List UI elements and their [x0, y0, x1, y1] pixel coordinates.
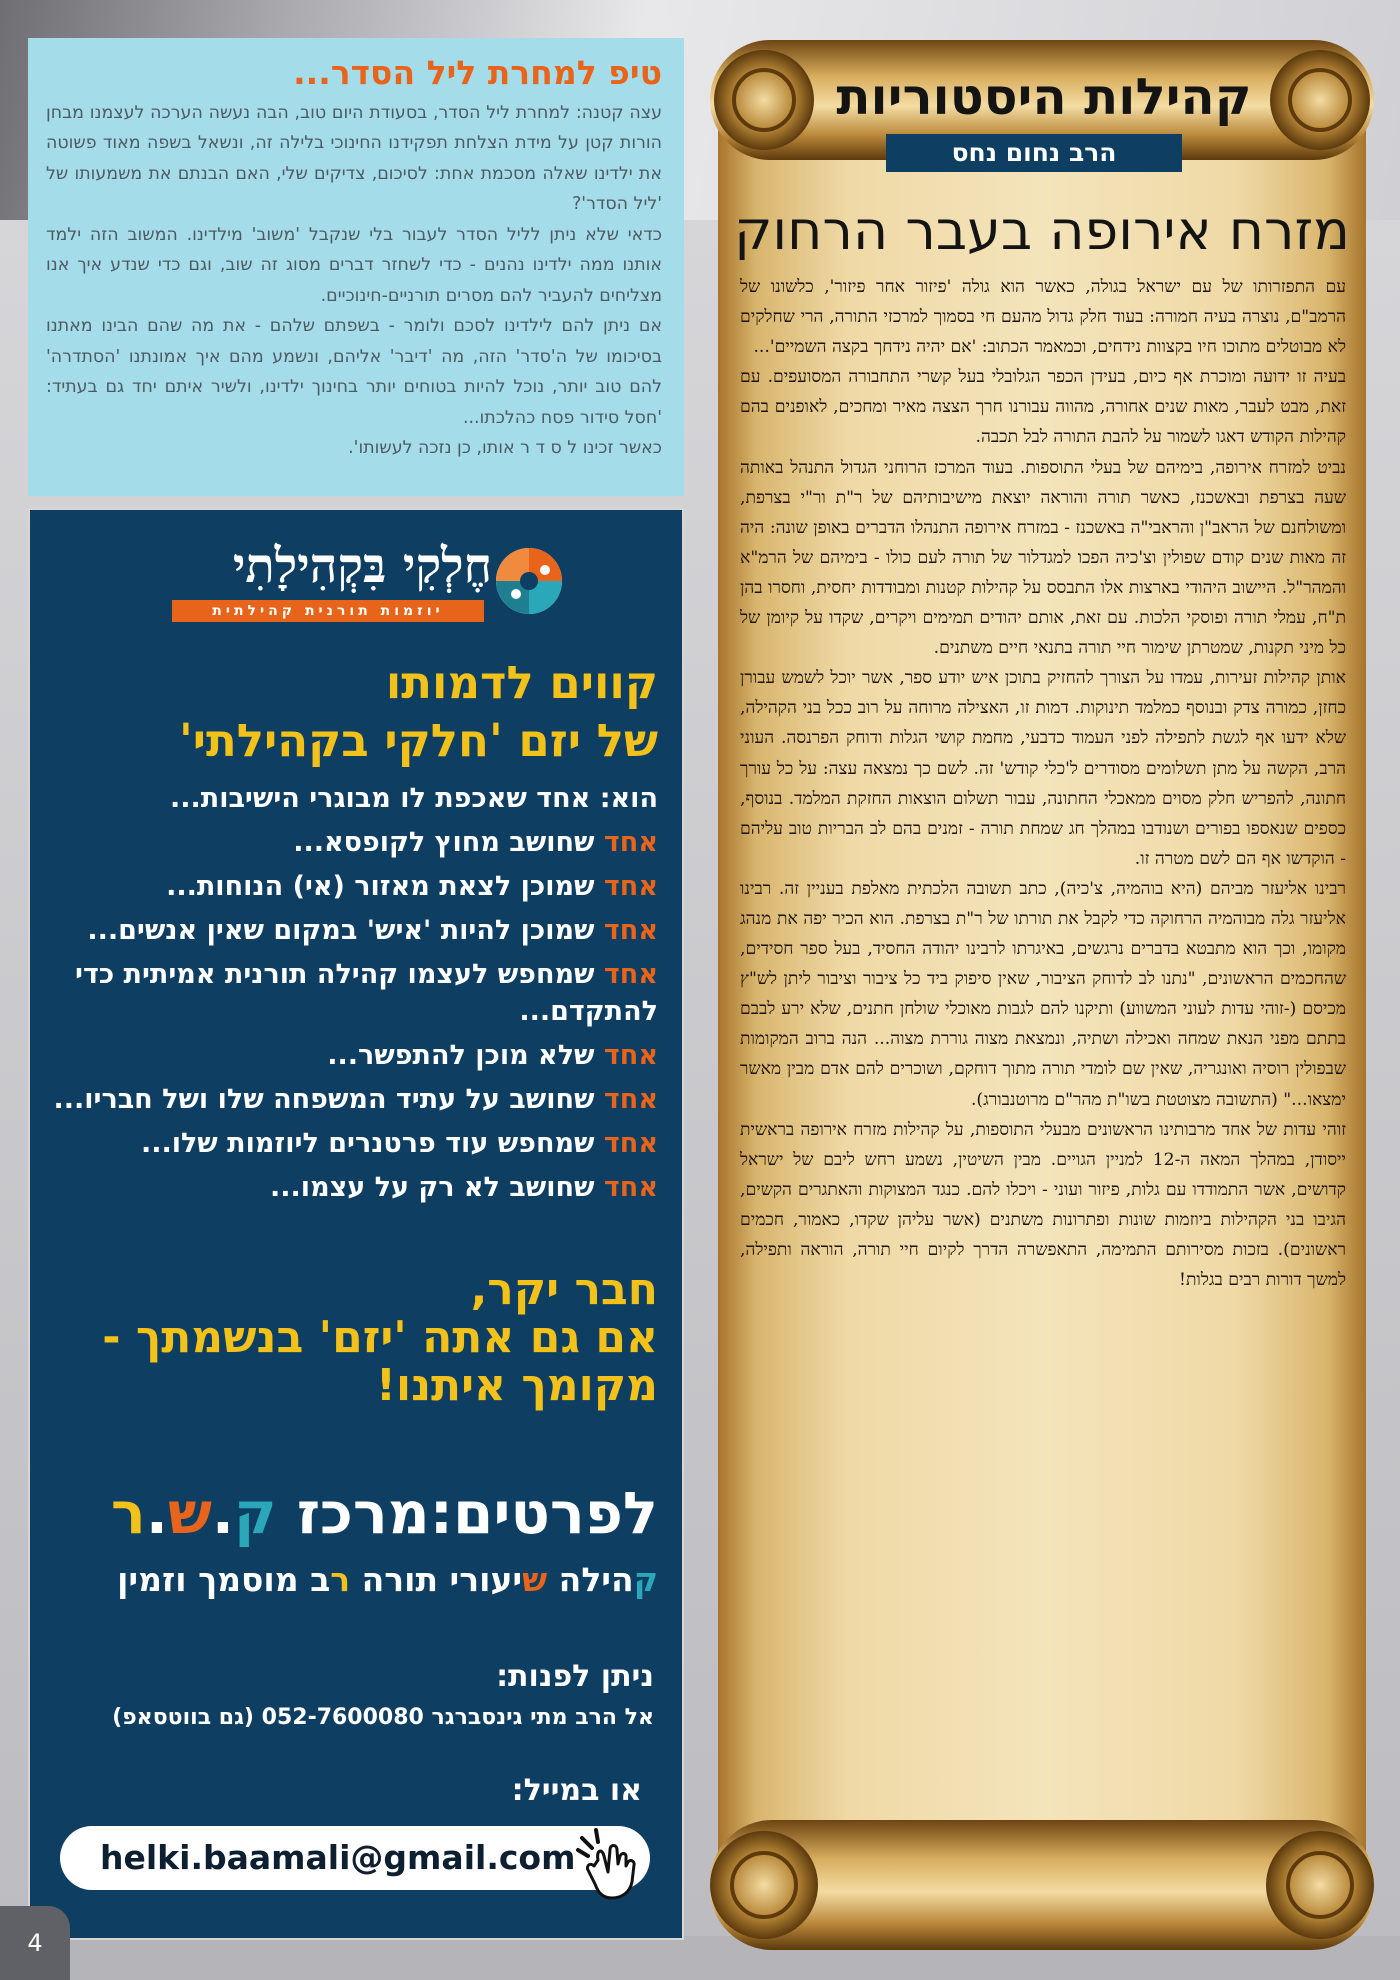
email-address[interactable]: helki.baamali@gmail.com	[100, 1838, 576, 1877]
logo-tagline: יוזמות תורנית קהילתית	[172, 600, 484, 622]
trait-item	[48, 824, 658, 861]
article-paragraph: רבינו אליעזר מביהם (היא בוהמיה, צ'כיה), כתב תשובה הלכתית מאלפת בעניין זה. רבינו אליעזר גלה מבוהמיה הרחוקה כדי לקבל את תורתו של ר"ת בצרפת. הוא הכיר יפה את מנהג מקומו, וכך הוא מתבטא בדברים נרגשים, באיגרתו לרבינו יהודה החסיד, בעל ספר חסידים, שהחכמים הראשונים, "נתנו לב לדוחק הציבור, שאין סיפוק ביד כל ציבור וציבור ליתן לש"ץ מכיסם (-זוהי עדות לעוני המשווע) ותיקנו להם לגבות מאוכלי שולחן חתנים, שלא ירע לבבם בתתם מפני הנאת שמחה ואכילה ושתיה, ונמצאת מצוה גוררת מצוה... הנה ברוב המקומות שבפולין רוסיה ואונגריה, שאין שם לומדי תורה מתוך דוחקם, ושוכרים להם אדם מבין מאשר ימצאו..." (התשובה מצוטטת בשו"ת מהר"ם מרוטנבורג).	[740, 878, 1346, 1110]
pointing-hand-icon	[568, 1820, 650, 1902]
trait-item	[48, 868, 658, 905]
call-line-3: מקומך איתנו!	[375, 1360, 658, 1411]
details-letter-r: ר	[110, 1479, 146, 1547]
acronym-line	[38, 1558, 658, 1602]
contact-label: ניתן לפנות:	[496, 1659, 654, 1694]
logo	[30, 536, 682, 636]
acronym-k-rest: הילה	[547, 1560, 634, 1599]
ad-headline	[58, 654, 658, 770]
scroll-article	[704, 30, 1380, 1960]
trait-lead: אחד	[603, 915, 658, 946]
contact-phone[interactable]: אל הרב מתי גינסברגר 052-7600080 (גם בווטסאפ)	[112, 1705, 654, 1730]
page-number: 4	[0, 1906, 70, 1980]
trait-lead: אחד	[603, 871, 658, 902]
call-line-1: חבר יקר,	[470, 1264, 658, 1315]
trait-item	[48, 1081, 658, 1118]
trait-lead: אחד	[603, 959, 658, 990]
trait-text: שחושב לא רק על עצמו...	[270, 1172, 604, 1203]
trait-text: שמחפש לעצמו קהילה תורנית אמיתית כדי להתקדם...	[75, 959, 658, 1027]
trait-lead: אחד	[603, 1040, 658, 1071]
trait-item	[48, 1125, 658, 1162]
trait-text: שמוכן לצאת מאזור (אי) הנוחות...	[166, 871, 604, 902]
details-prefix: לפרטים:מרכז	[276, 1479, 658, 1547]
article-paragraph: בעיה זו ידועה ומוכרת אף כיום, בעידן הכפר הגלובלי בעל קשרי התחבורה המסועפים. עם זאת, מבט לעבר, מאות שנים אחורה, מהווה עבורנו חרך הצצה מאיר ומחכים, לאופנים בהם קהילות הקודש דאגו לשמור על להבת התורה לבל תכבה.	[740, 367, 1346, 448]
acronym-sh-rest: יעורי תורה	[350, 1560, 523, 1599]
trait-item	[48, 780, 658, 817]
details-letter-k: ק	[233, 1479, 277, 1547]
tip-paragraph: עצה קטנה: למחרת ליל הסדר, בסעודת היום טוב, הבה נעשה הערכה לעצמנו מבחן הורות קטן על מידת הצלחת תפקידנו החינוכי בלילה זה, ונשאל בשפה מאוד פשוטה את ילדינו שאלה מסכמת אחת: לסיכום, צדיקים שלי, האם הבנתם את משמעותו של 'ליל הסדר'?	[46, 102, 662, 215]
trait-text: שלא מוכן להתפשר...	[327, 1040, 604, 1071]
email-button[interactable]	[60, 1826, 650, 1890]
acronym-k: ק	[633, 1560, 658, 1599]
acronym-r: ר	[330, 1560, 351, 1599]
tip-box	[28, 38, 684, 496]
article-body	[740, 272, 1346, 1295]
article-paragraph: נביט למזרח אירופה, בימיהם של בעלי התוספות. בעוד המרכז הרוחני הגדול התנהל באותה שעה בצרפת ובאשכנז, כאשר תורה והוראה יוצאת מישיבותיהם של ר"ת ור"י בצרפת, ומשולחנם של הראב"ן והראבי"ה באשכנז - במזרח אירופה התנהלו הדברים באופן שונה: היה זה מאות שנים קודם שפולין וצ'כיה הפכו למגדלור של תורה לעם כולו - בימיהם של הרמ"א והמהר"ל. היישוב היהודי בארצות אלו התבסס על קהילות קטנות ומבודדות יחסית, וחסרו בהן ת"ח, עמלי תורה ופוסקי הלכות. עם זאת, אותם יהודים תמימים ויקרים, שקדו על קיומן של כל מיני תקנות, שמטרתן שימור חיי תורה בתנאי חיים משתנים.	[740, 457, 1346, 659]
trait-item	[48, 912, 658, 949]
author-name: הרב נחום נחס	[886, 134, 1182, 172]
details-dot: .	[145, 1479, 168, 1547]
trait-lead: אחד	[603, 1084, 658, 1115]
tip-paragraph: כאשר זכינו ל ס ד ר אותו, כן נזכה לעשותו'.	[348, 438, 662, 459]
call-line-2: אם גם אתה 'יזם' בנשמתך -	[102, 1312, 658, 1363]
tip-paragraph: אם ניתן להם לילדינו לסכם ולומר - בשפתם שלהם - את מה שהם הבינו מאתנו בסיכומו של ה'סדר' הזה, מה 'דיבר' אליהם, ונשמע מהם איך אמונתנו 'הסתדרה' להם טוב יותר, נוכל להיות בטוחים יותר בחינוך ילדינו, ולשיר איתם יחד גם בעתיד: 'חסל סידור פסח כהלכתו...	[46, 316, 662, 428]
article-title: מזרח אירופה בעבר הרחוק	[734, 199, 1350, 262]
acronym-r-rest: ב מוסמך וזמין	[117, 1560, 331, 1599]
trait-item	[48, 956, 658, 1030]
traits-list	[48, 780, 658, 1213]
details-heading	[38, 1478, 658, 1548]
trait-text: שחושב על עתיד המשפחה שלו ושל חבריו...	[53, 1084, 604, 1115]
trait-item	[48, 1037, 658, 1074]
trait-lead: אחד	[603, 1172, 658, 1203]
advertisement	[28, 508, 684, 1940]
article-paragraph: עם התפזרותו של עם ישראל בגולה, כאשר הוא גולה 'פיזור אחר פיזור', כלשונו של הרמב"ם, נוצרה בעיה חמורה: בעוד חלק גדול מהעם חי בסמוך למרכזי התורה, הרי שחלקים לא מבוטלים מתוכו חיו בקצוות נידחים, וכמאמר הכתוב: 'אם יהיה נידחך בקצה השמיים'...	[740, 277, 1346, 358]
logo-name: חֶלְקִי בִּקְהִילָתִי	[232, 538, 492, 594]
headline-line-2: של יזם 'חלקי בקהילתי'	[179, 714, 658, 767]
article-paragraph: זוהי עדות של אחד מרבותינו הראשונים מבעלי התוספות, על קהילות מזרח אירופה בראשית ייסודן, במהלך המאה ה-12 למניין הגויים. מבין השיטין, נשמע רחש ליבם של ישראל קדושים, אשר התמודדו עם גלות, פיזור ועוני - ויכלו להם. כנגד המצוקות והאתגרים הקשים, הגיבו בני הקהילות ביוזמות שונות ופתרונות משתנים (אשר עליהן שקדו, כאמור, חכמים ראשונים). בזכות מסירותם התמימה, התאפשרה הדרך לקיום חיי תורה, הוראה ותפילה, למשך דורות רבים בגלות!	[740, 1119, 1347, 1291]
trait-lead: אחד	[603, 1128, 658, 1159]
article-paragraph: אותן קהילות זעירות, עמדו על הצורך להחזיק בתוכן איש יודע ספר, אשר יוכל לשמש עבורן כחזן, כמורה צדק ובנוסף כמלמד תינוקות. דמות זו, האצילה מרוחה על רוב ככל בני הקהילה, שלא ידעו אף לגשת לתפילה לפני העמוד כדבעי, מחמת קושי הגלות ודוחק הפרנסה. העוני הרב, הקשה על מתן תשלומים מסודרים ל'כלי קודש' זה. לשם כך נמצאה עצה: על כל עורך חתונה, להפריש חלק מסוים ממאכלי החתונה, עבור תשלום הוצאות החזקת המלמד. בנוסף, כספים שנאספו בפורים ושנודבו במהלך חג שמחת תורה - זמנים בהם לב הבריות טוב עליהם - הוקדשו אף הם לשם מטרה זו.	[740, 668, 1346, 869]
headline-line-1: קווים לדמותו	[385, 656, 658, 709]
puzzle-logo-icon	[494, 546, 564, 616]
trait-lead: הוא:	[599, 783, 658, 814]
tip-paragraph: כדאי שלא ניתן לליל הסדר לעבור בלי שנקבל 'משוב' מילדינו. המשוב הזה ילמד אותנו ממה ילדינו נהנים - כדי לשחזר דברים מסוג זה שוב, וגם כדי שנדע איך אנו מצליחים להעביר להם מסרים תורניים-חינוכיים.	[46, 224, 662, 306]
tip-title: טיפ למחרת ליל הסדר...	[293, 53, 662, 92]
series-title: קהילות היסטוריות	[836, 68, 1252, 126]
details-dot: .	[211, 1479, 234, 1547]
trait-text: שמחפש עוד פרטנרים ליוזמות שלו...	[140, 1128, 604, 1159]
mail-label: או במייל:	[511, 1773, 642, 1808]
acronym-sh: ש	[522, 1560, 548, 1599]
trait-item	[48, 1169, 658, 1206]
trait-text: אחד שאכפת לו מבוגרי הישיבות...	[169, 783, 600, 814]
details-letter-sh: ש	[167, 1479, 212, 1547]
call-to-action	[38, 1266, 658, 1410]
trait-lead: אחד	[603, 827, 658, 858]
trait-text: שמוכן להיות 'איש' במקום שאין אנשים...	[87, 915, 604, 946]
trait-text: שחושב מחוץ לקופסא...	[293, 827, 604, 858]
tip-text	[46, 98, 662, 464]
